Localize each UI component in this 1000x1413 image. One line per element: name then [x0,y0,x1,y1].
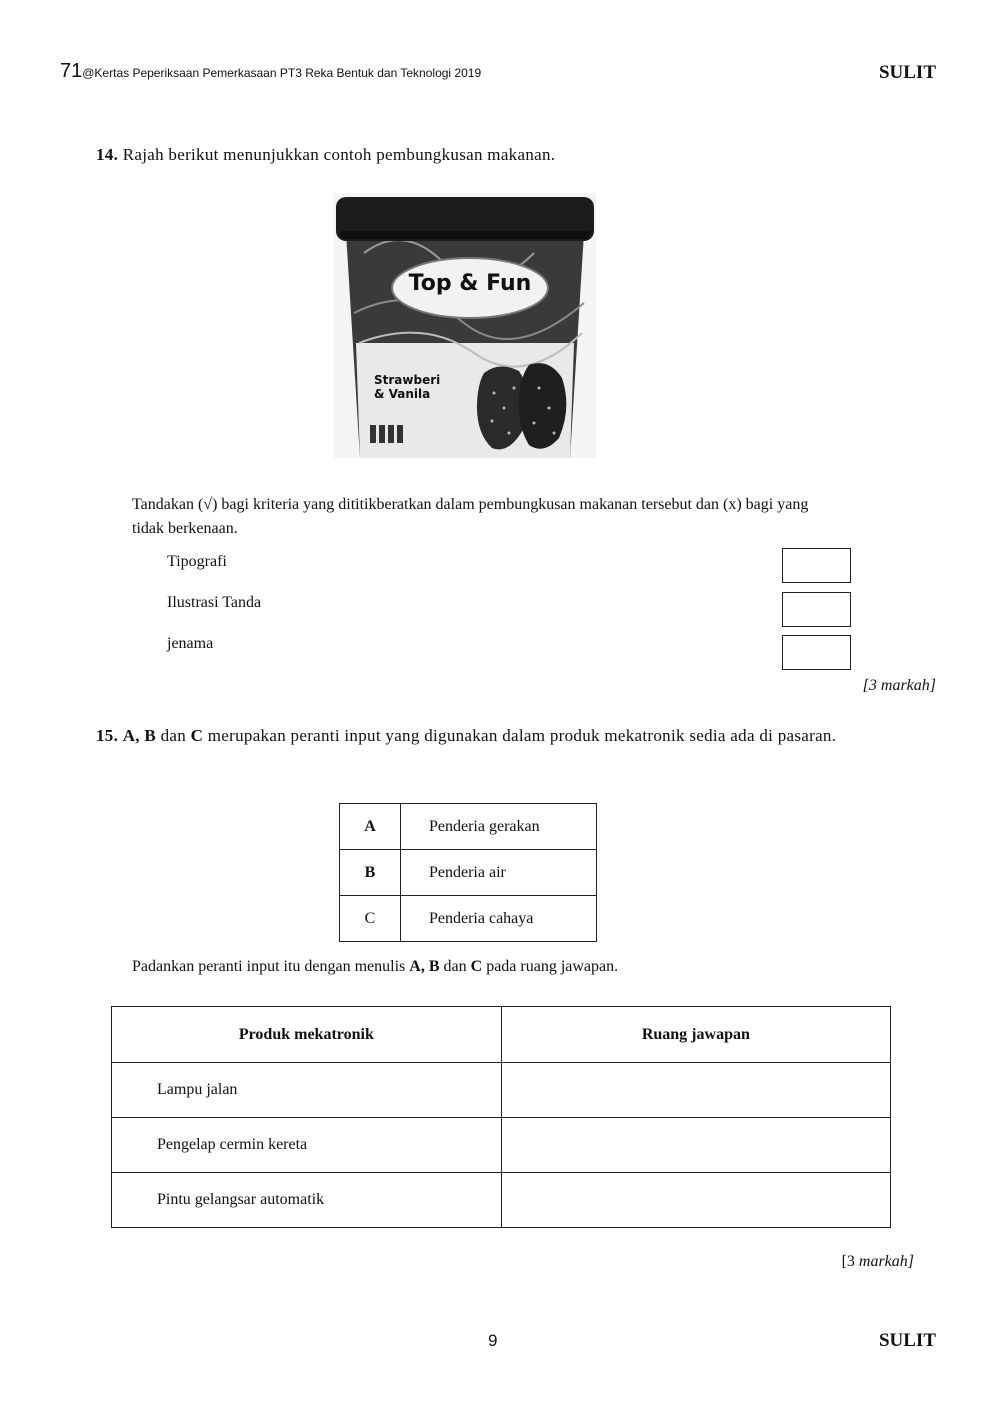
q14-instruction-line-2: tidak berkenaan. [132,520,238,537]
table-row [112,1118,891,1173]
q14-instruction-line-1: Tandakan (√) bagi kriteria yang dititikberatkan dalam pembungkusan makanan tersebut dan (x) bagi yang [132,496,809,513]
q15-lead-and: dan [160,726,187,745]
tickbox-ilustrasi-tanda[interactable] [782,592,851,627]
page-header [60,60,940,90]
tickbox-tipografi[interactable] [782,548,851,583]
device-key: A [340,804,401,850]
flavour-line-2: & Vanila [374,387,431,401]
product-cell: Pintu gelangsar automatik [112,1173,502,1228]
header-classification: SULIT [878,62,936,83]
q15-marks-open: [3 [841,1253,855,1270]
product-cell: Lampu jalan [112,1063,502,1118]
criteria-label-jenama: jenama [167,635,214,652]
device-row [340,850,597,896]
device-name: Penderia air [401,850,597,896]
table-row [112,1063,891,1118]
food-package-image [334,193,596,458]
device-row [340,896,597,942]
product-cell: Pengelap cermin kereta [112,1118,502,1173]
device-key: B [340,850,401,896]
input-device-table [339,803,597,942]
q14-instruction [132,493,932,541]
criteria-label-ilustrasi-tanda: Ilustrasi Tanda [167,594,262,611]
q15-marks-word: markah] [858,1253,914,1270]
ice-cream-tub-illustration [334,193,596,458]
table-row [112,1173,891,1228]
header-ruang-jawapan: Ruang jawapan [501,1007,890,1063]
criteria-label-tipografi: Tipografi [167,553,227,570]
q14-number: 14. [96,145,119,164]
device-name: Penderia gerakan [401,804,597,850]
q15-instruction [132,958,618,976]
tickbox-jenama[interactable] [782,635,851,670]
q15-text: merupakan peranti input yang digunakan dalam produk mekatronik sedia ada di pasaran. [207,726,837,745]
q15-lead-b: B [144,726,157,745]
q15-instruction-pre: Padankan peranti input itu dengan menulis [132,958,406,975]
answer-cell[interactable] [501,1063,890,1118]
q15-lead-c: C [190,726,204,745]
q15-number: 15. [96,726,119,745]
footer-page-number: 9 [488,1331,498,1350]
device-name: Penderia cahaya [401,896,597,942]
header-produk-mekatronik: Produk mekatronik [112,1007,502,1063]
q15-marks [842,1253,914,1271]
q14-stem [96,145,555,165]
answer-table-header [112,1007,891,1063]
footer-classification: SULIT [878,1330,936,1351]
q15-instruction-c: C [470,958,483,975]
answer-table [111,1006,891,1228]
answer-cell[interactable] [501,1173,890,1228]
flavour-line-1: Strawberi [374,373,441,387]
q15-lead-a: A, [122,726,140,745]
q15-instruction-post: pada ruang jawapan. [486,958,619,975]
q15-instruction-ab: A, B [409,958,440,975]
device-row [340,804,597,850]
q15-instruction-and: dan [443,958,467,975]
q14-text: Rajah berikut menunjukkan contoh pembungkusan makanan. [122,145,556,164]
brand-label: Top & Fun [408,271,532,296]
answer-cell[interactable] [501,1118,890,1173]
q15-stem [96,726,836,746]
device-key: C [340,896,401,942]
header-page-prefix: 71 [60,60,83,82]
q14-marks: [3 markah] [862,677,936,694]
header-title: @Kertas Peperiksaan Pemerkasaan PT3 Reka Bentuk dan Teknologi 2019 [82,66,482,80]
